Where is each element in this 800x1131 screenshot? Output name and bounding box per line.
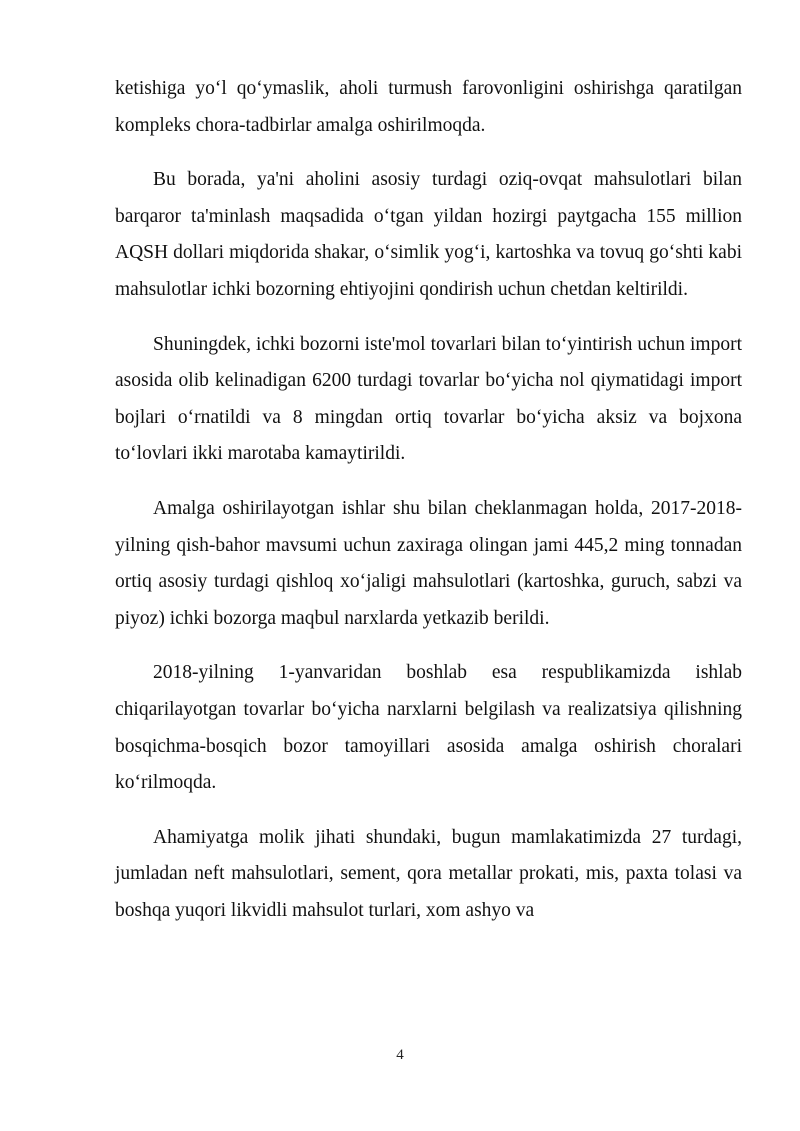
paragraph-pricing-reform: 2018-yilning 1-yanvaridan boshlab esa respublikamizda ishlab chiqarilayotgan tovarlar bo‘yicha narxlarni belgilash va realizatsiya qilishning bosqichma-bosqich bozor tamoyillari asosida amalga oshirish choralari ko‘rilmoqda. — [115, 662, 742, 794]
paragraph-winter-reserves: Amalga oshirilayotgan ishlar shu bilan cheklanmagan holda, 2017-2018-yilning qish-bahor mavsumi uchun zaxiraga olingan jami 445,2 ming tonnadan ortiq asosiy turdagi qishloq xo‘jaligi mahsulotlari (kartoshka, guruch, sabzi va piyoz) ichki bozorga maqbul narxlarda yetkazib berildi. — [115, 497, 742, 629]
paragraph-import-duties: Shuningdek, ichki bozorni iste'mol tovarlari bilan to‘yintirish uchun import asosida olib kelinadigan 6200 turdagi tovarlar bo‘yicha nol qiymatidagi import bojlari o‘rnatildi va 8 mingdan ortiq tovarlar bo‘yicha aksiz va bojxona to‘lovlari ikki marotaba kamaytirildi. — [115, 333, 742, 465]
paragraph-food-imports: Bu borada, ya'ni aholini asosiy turdagi oziq-ovqat mahsulotlari bilan barqaror ta'minlash maqsadida o‘tgan yildan hozirgi paytgacha 155 million AQSH dollari miqdorida shakar, o‘simlik yog‘i, kartoshka va tovuq go‘shti kabi mahsulotlar ichki bozorning ehtiyojini qondirish uchun chetdan keltirildi. — [115, 169, 742, 300]
page-number: 4 — [396, 1047, 404, 1063]
paragraph-product-types: Ahamiyatga molik jihati shundaki, bugun mamlakatimizda 27 turdagi, jumladan neft mahsulotlari, sement, qora metallar prokati, mis, paxta tolasi va boshqa yuqori likvidli mahsulot turlari, xom ashyo va — [115, 826, 742, 921]
paragraph-continuation: ketishiga yo‘l qo‘ymaslik, aholi turmush farovonligini oshirishga qaratilgan kompleks chora-tadbirlar amalga oshirilmoqda. — [115, 78, 742, 136]
page-body — [115, 71, 742, 947]
